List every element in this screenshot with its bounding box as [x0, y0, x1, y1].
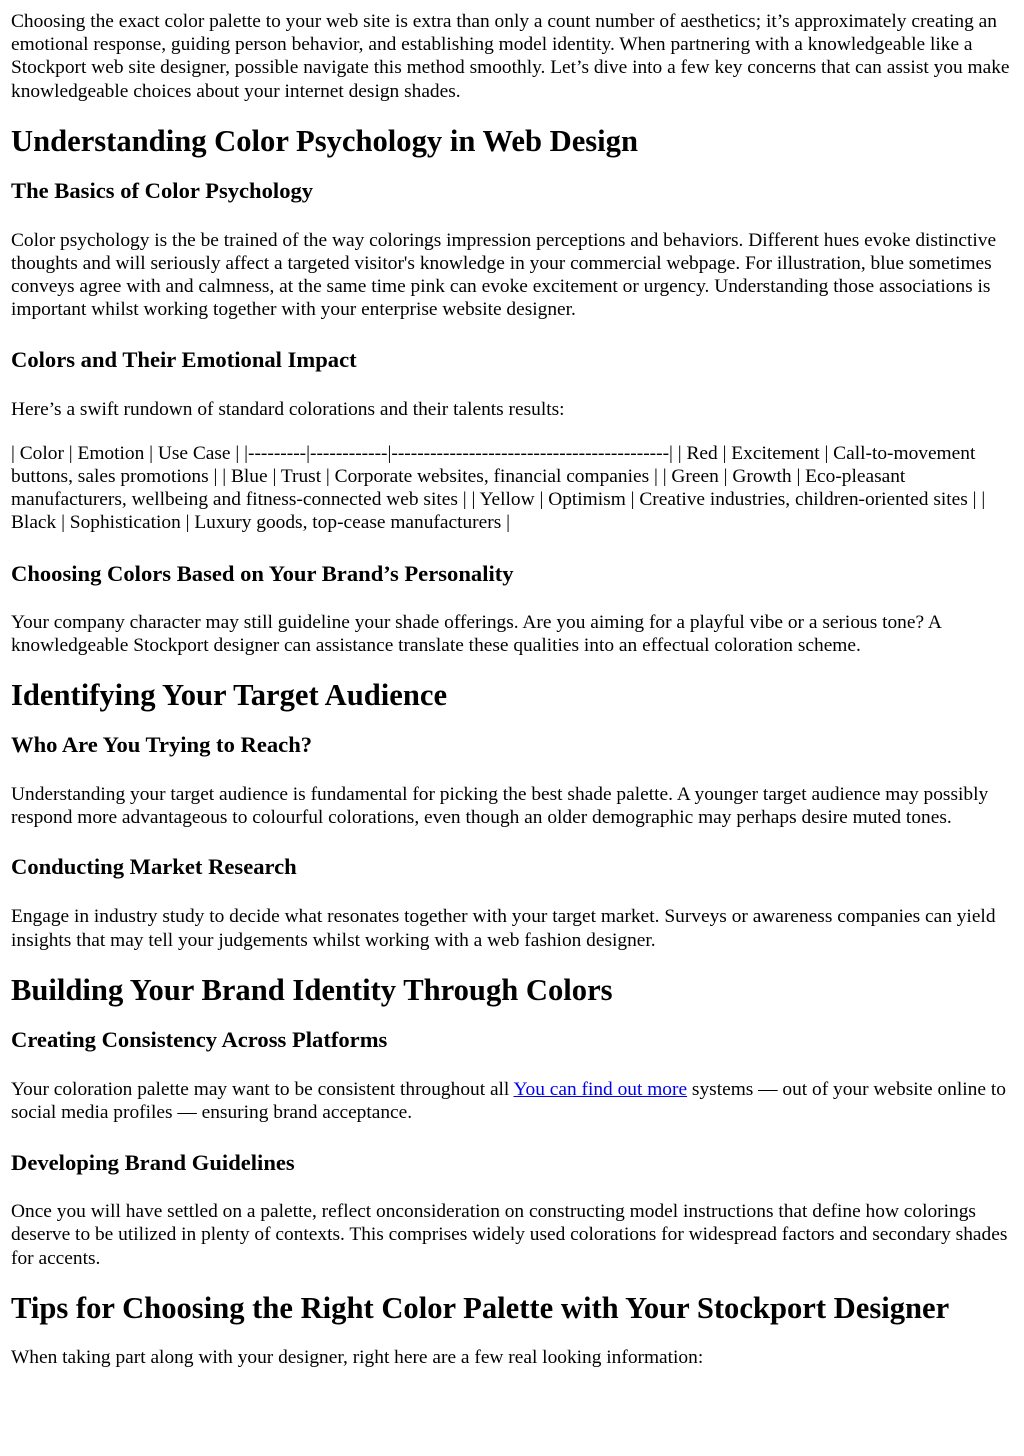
find-out-more-link[interactable]: You can find out more [513, 1078, 688, 1100]
section-heading-color-psychology: Understanding Color Psychology in Web Design [11, 123, 638, 158]
section-heading-brand-identity: Building Your Brand Identity Through Colors [11, 972, 613, 1007]
paragraph-consistency-platforms [11, 1078, 1014, 1124]
subheading-market-research: Conducting Market Research [11, 854, 297, 880]
paragraph-colors-rundown: Here’s a swift rundown of standard colorations and their talents results: [11, 398, 565, 420]
consistency-text-after: systems — out of your website online to social media profiles — ensuring brand acceptance. [11, 1078, 1006, 1124]
paragraph-brand-personality: Your company character may still guideline your shade offerings. Are you aiming for a playful vibe or a serious tone? A knowledgeable Stockport designer can assistance translate these qualities into an effectual coloration scheme. [11, 611, 941, 656]
subheading-brand-guidelines: Developing Brand Guidelines [11, 1150, 295, 1176]
paragraph-color-table-text: | Color | Emotion | Use Case | |---------|------------|-------------------------------------------| | Red | Excitement | Call-to-movement buttons, sales promotions | | Blue | Trust | Corporate websites, financial companies | | Green | Growth | Eco-pleasant manufacturers, wellbeing and fitness-connected web sites | | Yellow | Optimism | Creative industries, children-oriented sites | | Black | Sophistication | Luxury goods, top-cease manufacturers | [11, 442, 986, 534]
subheading-basics-color-psychology: The Basics of Color Psychology [11, 177, 314, 203]
section-heading-target-audience: Identifying Your Target Audience [11, 678, 448, 713]
article [0, 10, 1024, 1369]
consistency-text-before: Your coloration palette may want to be consistent throughout all [11, 1078, 514, 1100]
subheading-who-to-reach: Who Are You Trying to Reach? [11, 732, 313, 758]
paragraph-tips-intro: When taking part along with your designer, right here are a few real looking information: [11, 1346, 704, 1368]
subheading-colors-emotional-impact: Colors and Their Emotional Impact [11, 346, 357, 372]
paragraph-brand-guidelines: Once you will have settled on a palette, reflect onconsideration on constructing model instructions that define how colorings deserve to be utilized in plenty of contexts. This comprises widely used colorations for widespread factors and secondary shades for accents. [11, 1201, 1008, 1269]
section-heading-tips: Tips for Choosing the Right Color Palette with Your Stockport Designer [11, 1290, 950, 1325]
subheading-brand-personality: Choosing Colors Based on Your Brand’s Personality [11, 560, 514, 586]
subheading-consistency-platforms: Creating Consistency Across Platforms [11, 1026, 388, 1052]
intro-paragraph: Choosing the exact color palette to your web site is extra than only a count number of aesthetics; it’s approximately creating an emotional response, guiding person behavior, and establishing model identity. When partnering with a knowledgeable like a Stockport web site designer, possible navigate this method smoothly. Let’s dive into a few key concerns that can assist you make knowledgeable choices about your internet design shades. [11, 11, 1010, 102]
paragraph-basics-color-psychology: Color psychology is the be trained of the way colorings impression perceptions and behaviors. Different hues evoke distinctive thoughts and will seriously affect a targeted visitor's knowledge in your commercial webpage. For illustration, blue sometimes conveys agree with and calmness, at the same time pink can evoke excitement or urgency. Understanding those associations is important whilst working together with your enterprise website designer. [11, 229, 997, 321]
paragraph-who-to-reach: Understanding your target audience is fundamental for picking the best shade palette. A younger target audience may possibly respond more advantageous to colourful colorations, even though an older demographic may perhaps desire muted tones. [11, 784, 989, 829]
paragraph-market-research: Engage in industry study to decide what resonates together with your target market. Surveys or awareness companies can yield insights that may tell your judgements whilst working with a web fashion designer. [11, 906, 996, 951]
